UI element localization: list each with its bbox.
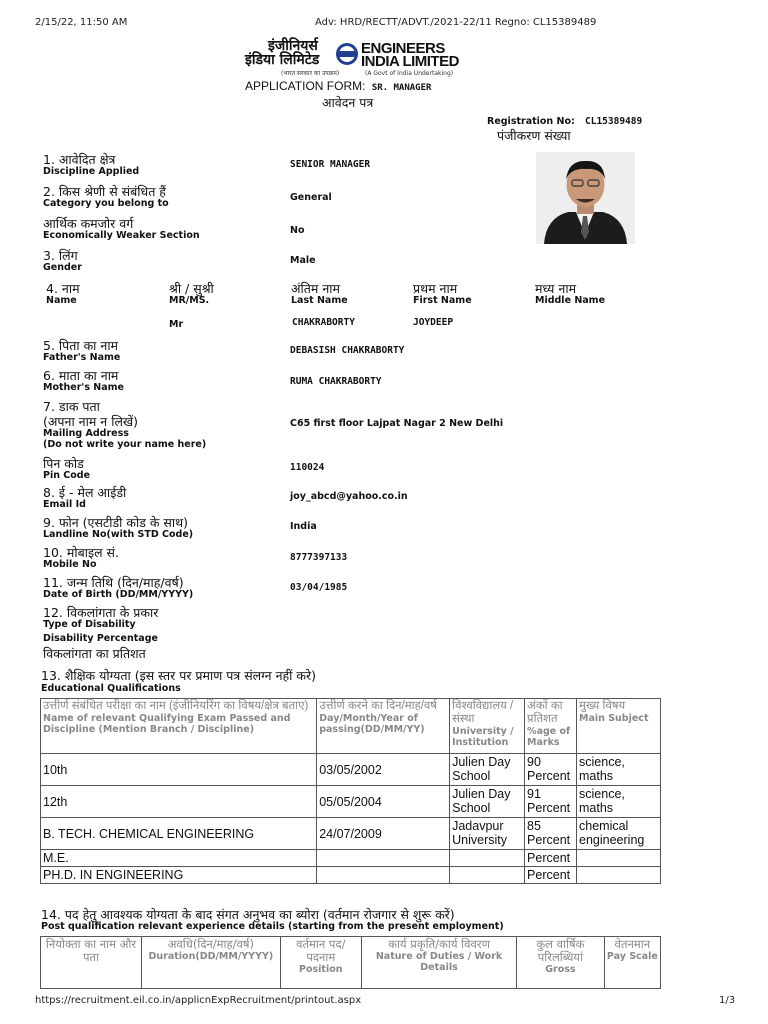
name-label: Name [46,295,77,306]
email-label: Email Id [43,499,86,510]
table-cell: 91 Percent [525,786,577,818]
last-name-value: CHAKRABORTY [292,317,355,328]
table-cell [450,867,525,884]
mobile-label-hindi: 10. मोबाइल सं. [43,545,119,560]
table-cell [317,867,450,884]
disability-type-label-hindi: 12. विकलांगता के प्रकार [43,605,159,620]
experience-col-payscale: वेतनमान Pay Scale [604,937,660,989]
experience-header-row [41,937,661,989]
table-row [41,818,661,850]
name-title-value: Mr [169,319,184,330]
discipline-label: Discipline Applied [43,166,140,177]
registration-number: CL15389489 [585,116,643,127]
landline-label: Landline No(with STD Code) [43,529,194,540]
ews-value: No [290,225,305,236]
address-label: Mailing Address [43,428,129,439]
form-title-prefix: APPLICATION FORM: [245,79,366,93]
father-name-value: DEBASISH CHAKRABORTY [290,345,405,356]
last-name-label: Last Name [291,295,348,306]
last-name-label-hindi: अंतिम नाम [291,281,341,296]
page-number: 1/3 [719,995,736,1006]
middle-name-label-hindi: मध्य नाम [535,281,577,296]
table-cell: 90 Percent [525,754,577,786]
address-note-hindi: (अपना नाम न लिखें) [43,414,139,429]
table-cell: science, maths [577,786,661,818]
table-cell: 05/05/2004 [317,786,450,818]
page-url: https://recruitment.eil.co.in/applicnExpRecruitment/printout.aspx [35,995,362,1006]
logo-english-subtitle: (A Govt of India Undertaking) [365,70,454,77]
mother-name-label-hindi: 6. माता का नाम [43,368,119,383]
pincode-label-hindi: पिन कोड [43,456,84,471]
mother-name-value: RUMA CHAKRABORTY [290,376,382,387]
gender-label-hindi: 3. लिंग [43,248,78,263]
table-cell [577,867,661,884]
education-header-row [41,699,661,754]
disability-percentage-label: Disability Percentage [43,633,158,644]
disability-type-label: Type of Disability [43,619,136,630]
experience-col-duties: कार्य प्रकृति/कार्य विवरण Nature of Duties / Work Details [361,937,516,989]
experience-heading-hindi: 14. पद हेतु आवश्यक योग्यता के बाद संगत अनुभव का ब्योरा (वर्तमान रोजगार से शुरू करें) [41,907,455,922]
table-cell [317,850,450,867]
advertisement-reference: Adv: HRD/RECTT/ADVT./2021-22/11 Regno: CL15389489 [315,17,597,28]
logo-hindi-subtitle: (भारत सरकार का उपक्रम) [281,70,340,77]
father-name-label: Father's Name [43,352,121,363]
eil-emblem-icon [335,42,359,66]
education-col-percentage: अंकों का प्रतिशत %age of Marks [525,699,577,754]
table-row [41,867,661,884]
table-row [41,786,661,818]
dob-value: 03/04/1985 [290,582,348,593]
gender-label: Gender [43,262,82,273]
category-value: General [290,192,332,203]
mobile-label: Mobile No [43,559,97,570]
address-note: (Do not write your name here) [43,439,207,450]
name-title-label: MR/MS. [169,295,210,306]
father-name-label-hindi: 5. पिता का नाम [43,338,119,353]
first-name-label: First Name [413,295,472,306]
experience-col-position: वर्तमान पद/ पदनाम Position [280,937,361,989]
table-cell: Julien Day School [450,786,525,818]
discipline-value: SENIOR MANAGER [290,159,371,170]
table-cell: B. TECH. CHEMICAL ENGINEERING [41,818,317,850]
table-cell [577,850,661,867]
education-col-university: विश्वविद्यालय / संस्था University / Institution [450,699,525,754]
table-cell: Julien Day School [450,754,525,786]
logo-hindi-line2: इंडिया लिमिटेड [245,52,320,68]
category-label-hindi: 2. किस श्रेणी से संबंधित हैं [43,184,166,199]
table-cell: science, maths [577,754,661,786]
education-heading-hindi: 13. शैक्षिक योग्यता (इस स्तर पर प्रमाण पत्र संलग्न नहीं करे) [41,668,316,683]
table-cell: Percent [525,850,577,867]
category-label: Category you belong to [43,198,169,209]
landline-value: India [290,521,317,532]
pincode-value: 110024 [290,462,325,473]
address-label-hindi: 7. डाक पता [43,399,100,414]
email-value: joy_abcd@yahoo.co.in [290,491,408,502]
table-cell: 03/05/2002 [317,754,450,786]
table-cell: chemical engineering [577,818,661,850]
table-cell: M.E. [41,850,317,867]
form-title-hindi: आवेदन पत्र [322,95,374,110]
landline-label-hindi: 9. फोन (एसटीडी कोड के साथ) [43,515,188,530]
name-label-hindi: 4. नाम [46,281,80,296]
table-cell: 12th [41,786,317,818]
education-col-exam: उत्तीर्ण संबंधित परीक्षा का नाम (इंजीनियरिंग का विषय/क्षेत्र बताए) Name of relevant Qualifying Exam Passed and Discipline (Mention Branch / Discipline) [41,699,317,754]
experience-heading: Post qualification relevant experience details (starting from the present employment) [41,921,504,932]
education-col-subject: मुख्य विषय Main Subject [577,699,661,754]
experience-col-duration: अवधि(दिन/माह/वर्ष) Duration(DD/MM/YYYY) [142,937,281,989]
mobile-value: 8777397133 [290,552,348,563]
experience-col-employer: नियोक्ता का नाम और पता [41,937,142,989]
address-value: C65 first floor Lajpat Nagar 2 New Delhi [290,418,504,429]
form-title-post: SR. MANAGER [371,83,432,93]
first-name-value: JOYDEEP [413,317,454,328]
first-name-label-hindi: प्रथम नाम [413,281,458,296]
registration-label: Registration No: [487,116,575,127]
table-cell: 24/07/2009 [317,818,450,850]
education-col-date: उत्तीर्ण करने का दिन/माह/वर्ष Day/Month/Year of passing(DD/MM/YY) [317,699,450,754]
middle-name-label: Middle Name [535,295,606,306]
experience-table [40,936,661,989]
company-logo [241,40,466,78]
experience-col-gross: कुल वार्षिक परिलब्धियां Gross [517,937,605,989]
ews-label-hindi: आर्थिक कमजोर वर्ग [43,216,134,231]
table-cell: 10th [41,754,317,786]
education-heading: Educational Qualifications [41,683,181,694]
table-row [41,754,661,786]
email-label-hindi: 8. ई - मेल आईडी [43,485,127,500]
education-table [40,698,661,884]
logo-english-line2: INDIA LIMITED [361,53,459,70]
table-cell: Jadavpur University [450,818,525,850]
logo-english-line1: ENGINEERS [361,40,445,57]
table-cell: PH.D. IN ENGINEERING [41,867,317,884]
table-cell [450,850,525,867]
logo-hindi-line1: इंजीनियर्स [268,38,318,54]
registration-label-hindi: पंजीकरण संख्या [497,128,571,143]
mother-name-label: Mother's Name [43,382,124,393]
discipline-label-hindi: 1. आवेदित क्षेत्र [43,152,116,167]
applicant-photo [536,152,635,244]
disability-percentage-label-hindi: विकलांगता का प्रतिशत [43,646,146,661]
pincode-label: Pin Code [43,470,91,481]
table-row [41,850,661,867]
ews-label: Economically Weaker Section [43,230,200,241]
dob-label-hindi: 11. जन्म तिथि (दिन/माह/वर्ष) [43,575,184,590]
table-cell: Percent [525,867,577,884]
form-title [245,79,431,93]
name-title-label-hindi: श्री / सुश्री [169,281,214,296]
dob-label: Date of Birth (DD/MM/YYYY) [43,589,194,600]
gender-value: Male [290,255,316,266]
table-cell: 85 Percent [525,818,577,850]
print-datetime: 2/15/22, 11:50 AM [35,17,128,28]
